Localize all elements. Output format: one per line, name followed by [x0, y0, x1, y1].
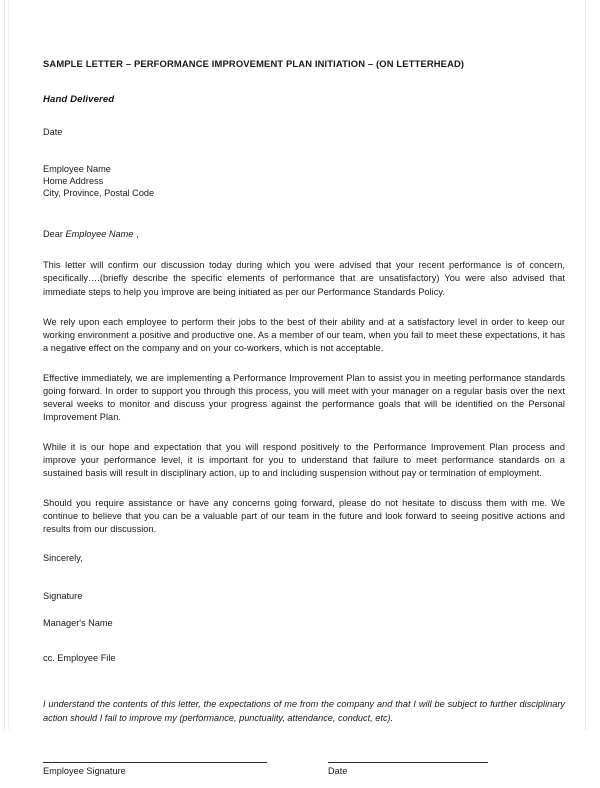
- body-paragraph-1: This letter will confirm our discussion today during which you were advised that your recent performance is of concern, specifically….(briefly describe the specific elements of performance that are unsatisfactory) You were also advised that immediate steps to help you improve are being initiated as per our Performance Standards Policy.: [43, 260, 565, 297]
- cc-line: cc. Employee File: [43, 653, 116, 664]
- salutation-name: Employee Name: [65, 229, 134, 240]
- body-paragraph-5: Should you require assistance or have any concerns going forward, please do not hesitate to discuss them with me. We continue to believe that you can be a valuable part of our team in the future and look forward to seeing positive actions and results from our discussion.: [43, 498, 565, 535]
- employee-signature-slot: [43, 762, 267, 776]
- salutation: [43, 229, 565, 239]
- delivery-note: Hand Delivered: [43, 94, 115, 106]
- closing-salutation: Sincerely,: [43, 553, 83, 564]
- signature-row: [43, 762, 565, 788]
- body-paragraph-3: Effective immediately, we are implementing a Performance Improvement Plan to assist you in meeting performance standards going forward. In order to support you through this process, you will meet with your manager on a regular basis over the next several weeks to monitor and discuss your progress against the performance goals that will be identified on the Personal Improvement Plan.: [43, 372, 565, 422]
- page-right-edge: [585, 0, 586, 730]
- employee-signature-label: Employee Signature: [43, 766, 126, 777]
- recipient-city-line: City, Province, Postal Code: [43, 188, 155, 199]
- salutation-prefix: Dear: [43, 229, 66, 240]
- page-left-edge-secondary: [8, 0, 9, 730]
- recipient-address: Home Address: [43, 176, 104, 187]
- acknowledgement-paragraph: I understand the contents of this letter, the expectations of me from the company and that I will be subject to further disciplinary action should I fail to improve my (performance, punctuality, attendance, conduct, etc).: [43, 699, 565, 723]
- document-content: [43, 58, 565, 788]
- page-left-edge: [4, 0, 5, 730]
- body-paragraph-4: While it is our hope and expectation that you will respond positively to the Performance Improvement Plan process and improve your performance level, it is important for you to understand that failure to meet performance standards on a sustained basis will result in disciplinary action, up to and including suspension without pay or termination of employment.: [43, 442, 565, 479]
- manager-name-placeholder: Manager's Name: [43, 618, 113, 629]
- employee-signature-rule: [43, 762, 267, 763]
- recipient-address-block: [43, 163, 565, 199]
- signature-placeholder: Signature: [43, 591, 83, 602]
- date-signature-slot: [328, 762, 488, 776]
- date-signature-label: Date: [328, 766, 348, 777]
- body-paragraph-2: We rely upon each employee to perform their jobs to the best of their ability and at a satisfactory level in order to keep our working environment a positive and productive one. As a member of our team, when you fail to meet these expectations, it has a negative effect on the company and on your co-workers, which is not acceptable.: [43, 316, 565, 353]
- recipient-name: Employee Name: [43, 163, 111, 174]
- date-signature-rule: [328, 762, 488, 763]
- date-placeholder: Date: [43, 127, 63, 138]
- document-title: SAMPLE LETTER – PERFORMANCE IMPROVEMENT PLAN INITIATION – (ON LETTERHEAD): [43, 58, 465, 69]
- salutation-suffix: ,: [133, 229, 139, 240]
